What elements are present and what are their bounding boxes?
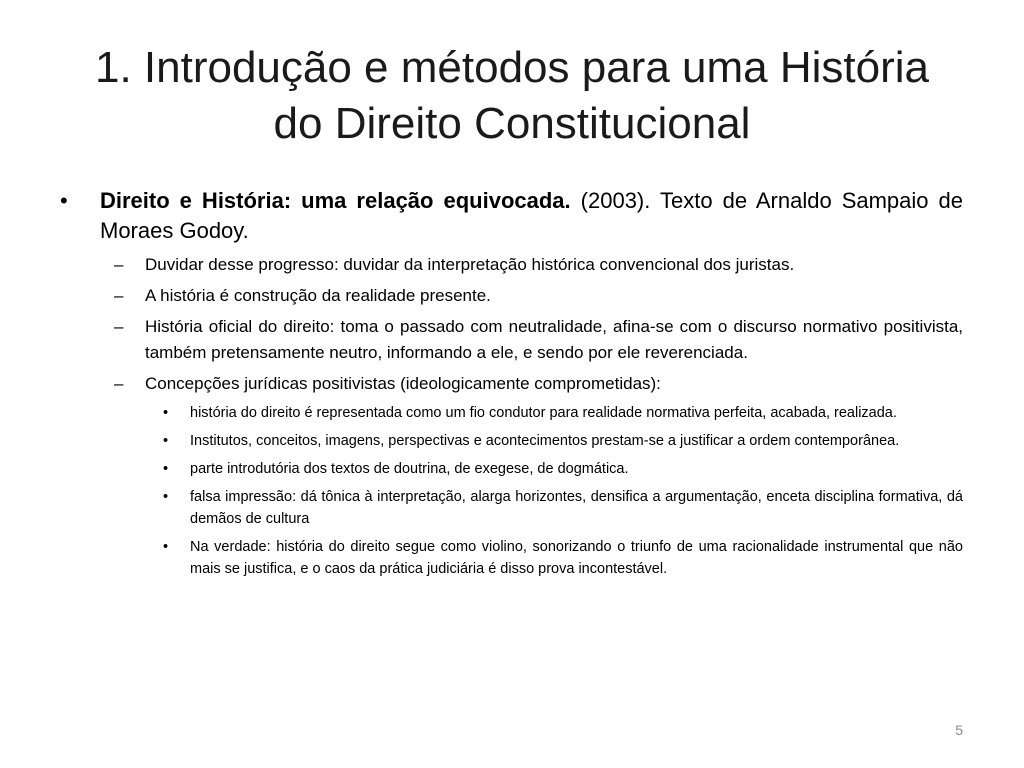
title-line-2: do Direito Constitucional [273, 99, 751, 148]
dash-bullet-icon: – [114, 255, 124, 274]
bullet-dot-icon: • [163, 489, 169, 505]
sub-sub-item-text: Na verdade: história do direito segue como violino, sonorizando o triunfo de uma racionalidade instrumental que não mais se justifica, e o caos da prática judiciária é disso prova incontestável. [190, 539, 963, 577]
slide-content [60, 186, 963, 586]
slide-title [40, 40, 984, 152]
sub-item [100, 314, 963, 366]
sub-item [100, 371, 963, 397]
sub-sub-item-text: parte introdutória dos textos de doutrina, de exegese, de dogmática. [190, 461, 629, 477]
sub-sub-item-text: história do direito é representada como um fio condutor para realidade normativa perfeita, acabada, realizada. [190, 405, 897, 421]
sub-sub-item [145, 486, 963, 530]
sub-sub-item-text: falsa impressão: dá tônica à interpretação, alarga horizontes, densifica a argumentação, enceta disciplina formativa, dá demãos de cultura [190, 489, 963, 527]
bullet-dot-icon: • [60, 188, 68, 213]
sub-item-text: História oficial do direito: toma o passado com neutralidade, afina-se com o discurso normativo positivista, também pretensamente neutro, informando a ele, e sendo por ele reverenciada. [145, 317, 963, 362]
main-bullet-bold-text: Direito e História: uma relação equivocada. [100, 188, 571, 213]
sub-item [100, 252, 963, 278]
bullet-dot-icon: • [163, 433, 169, 449]
bullet-dot-icon: • [163, 461, 169, 477]
sub-item [100, 283, 963, 309]
bullet-dot-icon: • [163, 539, 169, 555]
sub-item-text: Concepções jurídicas positivistas (ideologicamente comprometidas): [145, 374, 661, 393]
bullet-dot-icon: • [163, 405, 169, 421]
sub-item-text: Duvidar desse progresso: duvidar da interpretação histórica convencional dos juristas. [145, 255, 795, 274]
dash-bullet-icon: – [114, 317, 124, 336]
sub-sub-item-text: Institutos, conceitos, imagens, perspectivas e acontecimentos prestam-se a justificar a ordem contemporânea. [190, 433, 900, 449]
sub-sub-item [145, 536, 963, 580]
main-bullet-text: (2003). Texto de Arnaldo Sampaio de Moraes Godoy. [100, 188, 964, 243]
page-number: 5 [955, 722, 963, 738]
title-line-1: 1. Introdução e métodos para uma História [94, 43, 929, 92]
sub-sub-item [145, 402, 963, 424]
dash-bullet-icon: – [114, 374, 124, 393]
sub-sub-item [145, 458, 963, 480]
dash-bullet-icon: – [114, 286, 124, 305]
main-bullet [60, 186, 963, 246]
sub-sub-item [145, 430, 963, 452]
sub-item-text: A história é construção da realidade presente. [145, 286, 491, 305]
